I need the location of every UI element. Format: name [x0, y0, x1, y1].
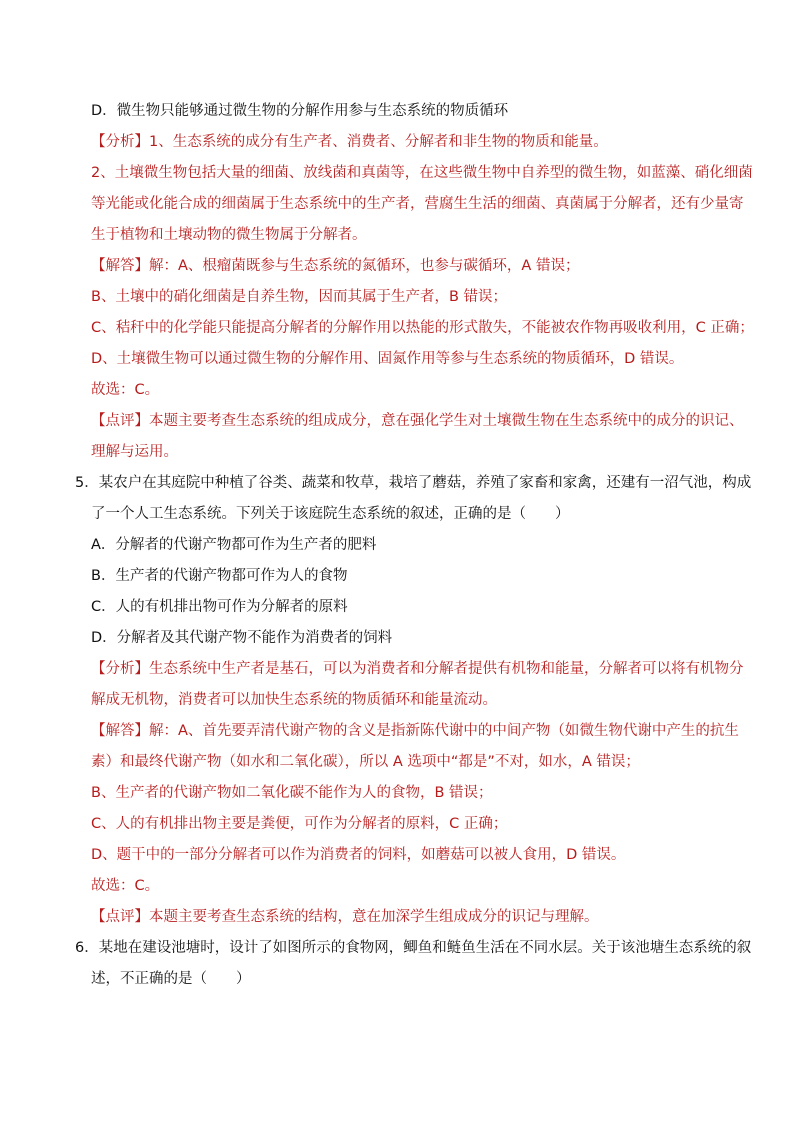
- analysis-tag: 【分析】: [91, 661, 149, 677]
- q4-analysis-point-2-line-3: 生于植物和土壤动物的微生物属于分解者。: [91, 227, 367, 243]
- q5-comment: [91, 907, 599, 927]
- q4-analysis-point-1: 1、生态系统的成分有生产者、消费者、分解者和非生物的物质和能量。: [149, 134, 608, 150]
- q5-answer-a-line-2: 素）和最终代谢产物（如水和二氧化碳），所以 A 选项中“都是”不对，如水，A 错误；: [91, 754, 640, 770]
- q4-comment-line-1: 本题主要考查生态系统的组成成分，意在强化学生对土壤微生物在生态系统中的成分的识记、: [149, 413, 744, 429]
- q5-analysis: [91, 659, 744, 679]
- answer-tag: 【解答】: [91, 258, 149, 274]
- q4-comment-line-2: 理解与运用。: [91, 444, 178, 460]
- q5-answer-a-line-1: 解：A、首先要弄清代谢产物的含义是指新陈代谢中的中间产物（如微生物代谢中产生的抗生: [149, 723, 739, 739]
- q4-answer: [91, 256, 579, 276]
- comment-tag: 【点评】: [91, 413, 149, 429]
- q4-analysis: [91, 132, 608, 152]
- answer-tag: 【解答】: [91, 723, 149, 739]
- q5-answer-b: B、生产者的代谢产物如二氧化碳不能作为人的食物，B 错误；: [91, 785, 493, 801]
- q5-option-d: D．分解者及其代谢产物不能作为消费者的饲料: [91, 630, 393, 646]
- q5-analysis-line-2: 解成无机物，消费者可以加快生态系统的物质循环和能量流动。: [91, 692, 497, 708]
- q6-stem-line-2: 述，不正确的是（ ）: [91, 971, 251, 987]
- q5-stem-line-2: 了一个人工生态系统。下列关于该庭院生态系统的叙述，正确的是（ ）: [91, 506, 570, 522]
- q4-answer-c: C、秸秆中的化学能只能提高分解者的分解作用以热能的形式散失，不能被农作物再吸收利用，C 正确；: [91, 320, 754, 336]
- q5-option-a: A．分解者的代谢产物都可作为生产者的肥料: [91, 537, 377, 553]
- q4-analysis-point-2-line-2: 等光能或化能合成的细菌属于生态系统中的生产者，营腐生生活的细菌、真菌属于分解者，还有少量寄: [91, 196, 744, 212]
- q5-comment-text: 本题主要考查生态系统的结构，意在加深学生组成成分的识记与理解。: [149, 909, 599, 925]
- q4-analysis-point-2-line-1: 2、土壤微生物包括大量的细菌、放线菌和真菌等，在这些微生物中自养型的微生物，如蓝藻、硝化细菌: [91, 165, 753, 181]
- comment-tag: 【点评】: [91, 909, 149, 925]
- q4-answer-d: D、土壤微生物可以通过微生物的分解作用、固氮作用等参与生态系统的物质循环，D 错误。: [91, 351, 684, 367]
- q5-answer-c: C、人的有机排出物主要是粪便，可作为分解者的原料，C 正确；: [91, 816, 508, 832]
- q4-answer-a: 解：A、根瘤菌既参与生态系统的氮循环，也参与碳循环，A 错误；: [149, 258, 580, 274]
- q4-choice: 故选：C。: [91, 382, 160, 398]
- q5-option-b: B．生产者的代谢产物都可作为人的食物: [91, 568, 348, 584]
- q5-answer: [91, 721, 739, 741]
- q5-stem-line-1: 5．某农户在其庭院中种植了谷类、蔬菜和牧草，栽培了蘑菇，养殖了家畜和家禽，还建有一沼气池，构成: [75, 475, 752, 491]
- analysis-tag: 【分析】: [91, 134, 149, 150]
- q5-option-c: C．人的有机排出物可作为分解者的原料: [91, 599, 348, 615]
- q5-choice: 故选：C。: [91, 878, 160, 894]
- q6-stem-line-1: 6．某地在建设池塘时，设计了如图所示的食物网，鲫鱼和鲢鱼生活在不同水层。关于该池塘生态系统的叙: [75, 940, 752, 956]
- q5-answer-d: D、题干中的一部分分解者可以作为消费者的饲料，如蘑菇可以被人食用，D 错误。: [91, 847, 626, 863]
- q4-answer-b: B、土壤中的硝化细菌是自养生物，因而其属于生产者，B 错误；: [91, 289, 508, 305]
- q4-option-d: D．微生物只能够通过微生物的分解作用参与生态系统的物质循环: [91, 103, 509, 119]
- q5-analysis-line-1: 生态系统中生产者是基石，可以为消费者和分解者提供有机物和能量，分解者可以将有机物分: [149, 661, 744, 677]
- q4-comment: [91, 411, 744, 431]
